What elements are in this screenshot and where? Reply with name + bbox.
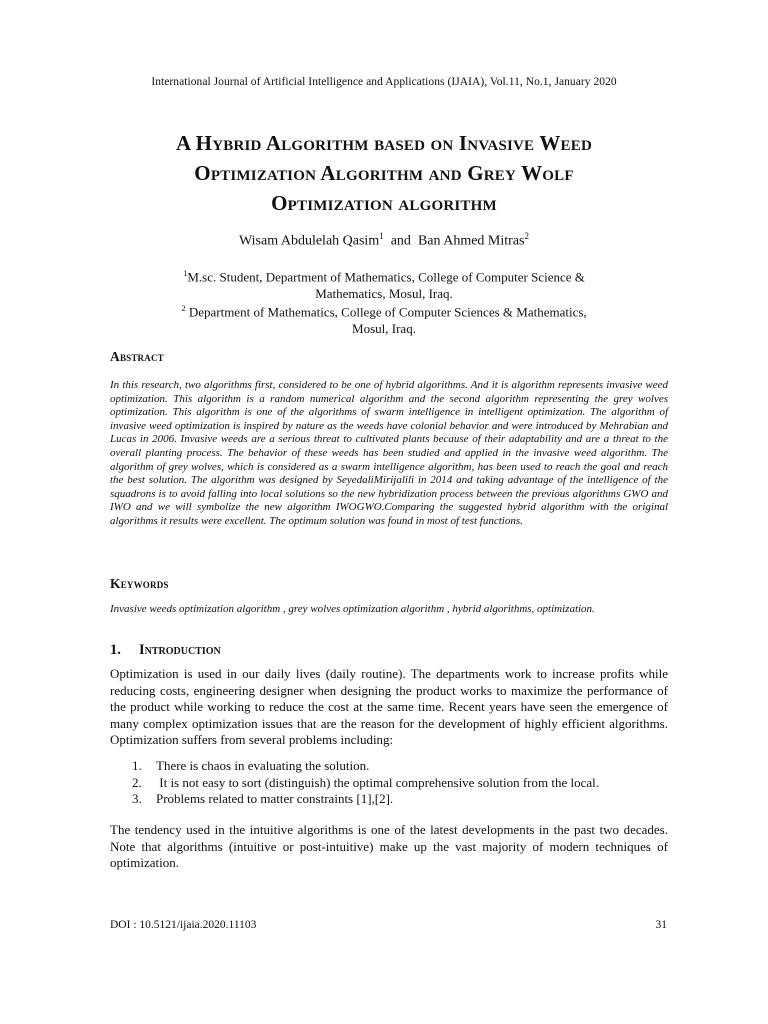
list-number: 3. — [132, 791, 142, 807]
list-item — [132, 791, 672, 808]
keywords-heading: Keywords — [110, 576, 169, 591]
affiliation — [130, 300, 638, 337]
author-list — [0, 231, 768, 250]
list-number: 2. — [132, 774, 142, 790]
paragraph: Optimization is used in our daily lives (daily routine). The departments work to increase profits while reducing costs, engineering designer when designing the product works to maximize the performance of the product while working to reduce the cost at the same time. Recent years have seen the emergence of many complex optimization issues that are the reason for the development of highly efficient algorithms. Optimization suffers from several problems including: — [110, 666, 668, 748]
title-line: Optimization Algorithm and Grey Wolf — [194, 161, 574, 185]
affiliation-mark: 1 — [183, 268, 188, 278]
title-line: A Hybrid Algorithm based on Invasive Weed — [176, 131, 592, 155]
numbered-list — [132, 758, 672, 808]
list-item — [132, 758, 672, 775]
list-item — [132, 775, 672, 792]
author-name: Wisam Abdulelah Qasim — [239, 233, 380, 249]
affiliation-line: Mathematics, Mosul, Iraq. — [315, 286, 453, 302]
list-item-text: There is chaos in evaluating the solution. — [156, 758, 370, 773]
section-number: 1. — [110, 642, 121, 658]
title-line: Optimization algorithm — [271, 191, 497, 215]
affiliation-line: Department of Mathematics, College of Computer Sciences & Mathematics, — [185, 304, 587, 320]
author-affil-mark: 1 — [379, 231, 384, 241]
footer-doi: DOI : 10.5121/ijaia.2020.11103 — [110, 919, 257, 931]
author-name: Ban Ahmed Mitras — [417, 233, 525, 249]
affiliation-mark: 2 — [181, 303, 186, 313]
affiliation — [130, 265, 638, 302]
keywords-text: Invasive weeds optimization algorithm , grey wolves optimization algorithm , hybrid algorithms, optimization. — [110, 603, 595, 615]
abstract-heading: Abstract — [110, 349, 164, 364]
paragraph: The tendency used in the intuitive algorithms is one of the latest developments in the past two decades. Note that algorithms (intuitive or post-intuitive) make up the vast majority of modern techniques of optimization. — [110, 822, 668, 871]
abstract-text: In this research, two algorithms first, considered to be one of hybrid algorithms. And it is algorithm represents invasive weed optimization. This algorithm is a random numerical algorithm and the second algorithm representing the grey wolves optimization. This algorithm is one of the algorithms of swarm intelligence in intelligent optimization. The algorithm of invasive weed optimization is inspired by nature as the weeds have colonial behavior and were introduced by Mehrabian and Lucas in 2006. Invasive weeds are a serious threat to cultivated plants because of their adaptability and are a threat to the overall planting process. The behavior of these weeds has been studied and applied in the invasive weed algorithm. The algorithm of grey wolves, which is considered as a swarm intelligence algorithm, has been used to reach the goal and reach the best solution. The algorithm was designed by SeyedaliMirijalili in 2014 and taking advantage of the intelligence of the squadrons is to avoid falling into local solutions so the new hybridization process between the previous algorithms GWO and IWO and we will symbolize the new algorithm IWOGWO.Comparing the suggested hybrid algorithm with the original algorithms it results were excellent. The optimum solution was found in most of test functions. — [110, 379, 668, 527]
section-heading — [110, 642, 221, 659]
list-item-text: Problems related to matter constraints [1],[2]. — [156, 791, 394, 807]
list-number: 1. — [132, 758, 142, 773]
affiliation-line: M.sc. Student, Department of Mathematics, College of Computer Science & — [187, 269, 585, 285]
paper-title — [90, 128, 678, 218]
page-number: 31 — [655, 919, 667, 931]
section-title: Introduction — [139, 642, 221, 658]
list-item-text: It is not easy to sort (distinguish) the optimal comprehensive solution from the local. — [156, 774, 600, 790]
running-header: International Journal of Artificial Intelligence and Applications (IJAIA), Vol.11, No.1, January 2020 — [151, 76, 617, 88]
author-conjunction: and — [390, 233, 411, 249]
affiliation-line: Mosul, Iraq. — [352, 321, 416, 337]
author-affil-mark: 2 — [524, 231, 529, 241]
